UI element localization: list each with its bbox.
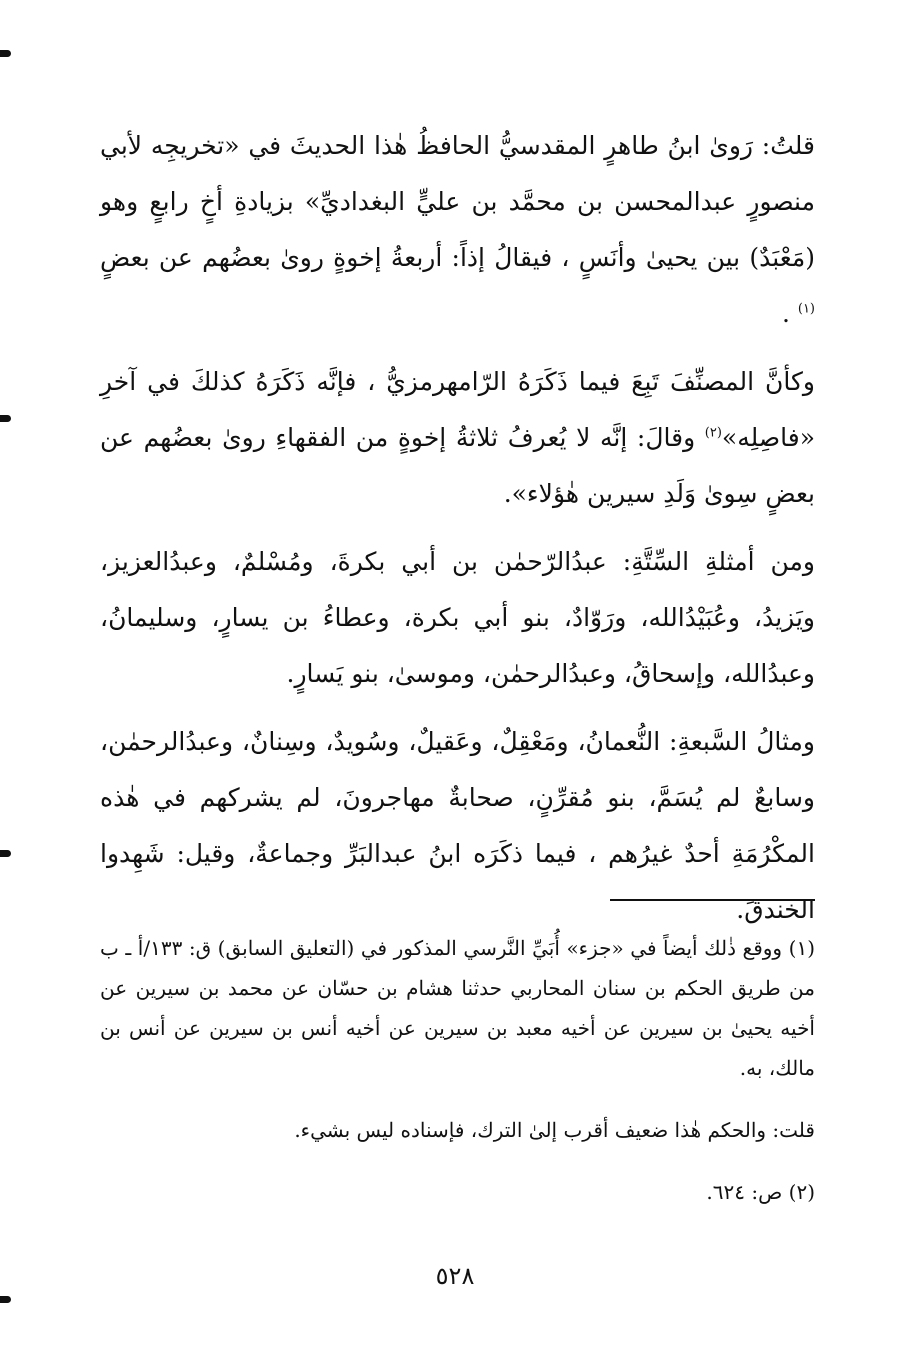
main-text — [100, 118, 815, 950]
paragraph-3: ومن أمثلةِ السِّتَّةِ: عبدُالرّحمٰن بن أبي بكرةَ، ومُسْلمٌ، وعبدُالعزيز، ويَزيدُ، وعُبَيْدُالله، ورَوّادٌ، بنو أبي بكرة، وعطاءُ بن يسارٍ، وسليمانُ، وعبدُالله، وإسحاقُ، وعبدُالرحمٰن، وموسىٰ، بنو يَسارٍ. — [100, 547, 815, 688]
footnote-1-note: قلت: والحكم هٰذا ضعيف أقرب إلىٰ الترك، فإسناده ليس بشيء. — [294, 1118, 815, 1142]
paragraph-2-text: وكأنَّ المصنِّفَ تَبِعَ فيما ذَكَرَهُ الرّامهرمزيُّ ، فإنَّه ذَكَرَهُ كذلكَ في آخرِ «فاصِلِه» — [100, 367, 815, 452]
scan-edge-mark — [0, 415, 11, 422]
footnote-2: (٢) ص: ٦٢٤. — [706, 1180, 815, 1204]
paragraph-2-rest: وقالَ: إنَّه لا يُعرفُ ثلاثةُ إخوةٍ من الفقهاءِ روىٰ بعضُهم عن بعضٍ سِوىٰ وَلَدِ سيرين هٰؤلاء». — [100, 423, 815, 508]
footnote-separator — [610, 899, 815, 901]
footnote-ref-1: (١) — [797, 301, 815, 317]
paragraph-2 — [100, 354, 815, 522]
paragraph-1-text: قلتُ: رَوىٰ ابنُ طاهرٍ المقدسيُّ الحافظُ هٰذا الحديثَ في «تخريجِه لأبي منصورٍ عبدالمحسن بن محمَّد بن عليٍّ البغداديِّ» بزيادةِ أخٍ رابعٍ وهو (مَعْبَدٌ) بين يحيىٰ وأنَسٍ ، فيقالُ إذاً: أربعةُ إخوةٍ روىٰ بعضُهم عن بعضٍ — [100, 131, 815, 272]
footnote-1: (١) ووقع ذٰلك أيضاً في «جزء» أُبَيِّ النَّرسي المذكور في (التعليق السابق) ق: ١٣٣/أ ـ ب من طريق الحكم بن سنان المحاربي حدثنا هشام بن حسّان عن محمد بن سيرين عن أخيه يحيىٰ بن سيرين عن أخيه معبد بن سيرين عن أخيه أنس بن سيرين عن أنس بن مالك، به. — [100, 936, 815, 1080]
scan-edge-mark — [0, 850, 11, 857]
footnotes — [100, 928, 815, 1212]
paragraph-1 — [100, 118, 815, 342]
page-number: ٥٢٨ — [435, 1262, 475, 1290]
scan-edge-mark — [0, 1296, 11, 1303]
scan-edge-mark — [0, 50, 11, 57]
footnote-ref-2: (٢) — [704, 425, 722, 441]
paragraph-4: ومثالُ السَّبعةِ: النُّعمانُ، ومَعْقِلٌ، وعَقيلٌ، وسُويدٌ، وسِنانٌ، وعبدُالرحمٰن، وسابعٌ لم يُسَمَّ، بنو مُقرِّنٍ، صحابةٌ مهاجرونَ، لم يشركهم في هٰذه المكْرُمَةِ أحدٌ غيرُهم ، فيما ذكَرَه ابنُ عبدالبَرِّ وجماعةٌ، وقيل: شَهِدوا الخندقَ. — [100, 727, 815, 924]
paragraph-1-end: . — [781, 299, 790, 328]
